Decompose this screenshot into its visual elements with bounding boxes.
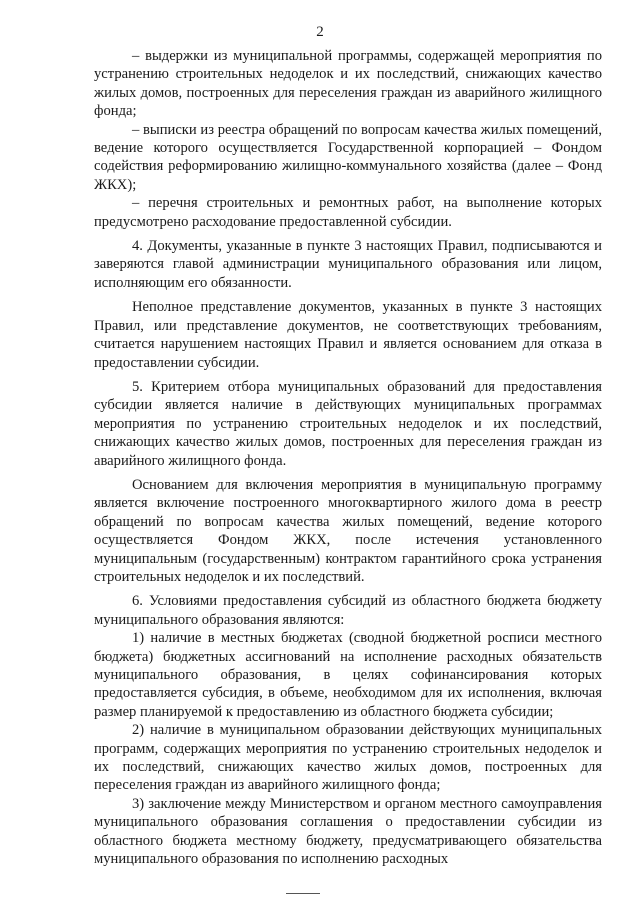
paragraph: 2) наличие в муниципальном образовании действующих муниципальных программ, содержащих мероприятия по устранению строительных недоделок и их последствий, снижающих качество жилых домов, построенных для переселения граждан из аварийного жилищного фонда; (94, 722, 602, 794)
document-body (94, 47, 602, 868)
paragraph: – перечня строительных и ремонтных работ, на выполнение которых предусмотрено расходование предоставленной субсидии. (94, 195, 602, 230)
paragraph: Основанием для включения мероприятия в муниципальную программу является включение построенного многоквартирного жилого дома в реестр обращений по вопросам качества жилых помещений, ведение которого осуществляется Фондом ЖКХ, после истечения установленного муниципальным (государственным) контрактом гарантийного срока устранения строительных недоделок и их последствий. (94, 476, 602, 585)
paragraph: 4. Документы, указанные в пункте 3 настоящих Правил, подписываются и заверяются главой администрации муниципального образования или лицом, исполняющим его обязанности. (94, 238, 602, 291)
paragraph: Неполное представление документов, указанных в пункте 3 настоящих Правил, или представление документов, не соответствующих требованиям, считается нарушением настоящих Правил и является основанием для отказа в предоставлении субсидии. (94, 299, 602, 371)
paragraph: 3) заключение между Министерством и органом местного самоуправления муниципального образования соглашения о предоставлении субсидии из областного бюджета местному бюджету, предусматривающего обязательства муниципального образования по исполнению расходных (94, 795, 602, 868)
paragraph: 1) наличие в местных бюджетах (сводной бюджетной росписи местного бюджета) бюджетных ассигнований на исполнение расходных обязательств муниципального образования, в целях софинансирования которых предоставляется субсидия, в объеме, необходимом для их исполнения, включая размер планируемой к предоставлению из областного бюджета субсидии; (94, 630, 602, 720)
footer-rule (286, 893, 320, 894)
paragraph: 6. Условиями предоставления субсидий из областного бюджета бюджету муниципального образования являются: (94, 593, 602, 628)
page-number: 2 (316, 24, 324, 40)
paragraph: – выписки из реестра обращений по вопросам качества жилых помещений, ведение которого осуществляется Государственной корпорацией – Фондом содействия реформированию жилищно-коммунального хозяйства (далее – Фонд ЖКХ); (94, 121, 602, 193)
paragraph: 5. Критерием отбора муниципальных образований для предоставления субсидии является наличие в действующих муниципальных программах мероприятия по устранению строительных недоделок и их последствий, снижающих качество жилых домов, построенных для переселения граждан из аварийного жилищного фонда. (94, 378, 602, 469)
paragraph: – выдержки из муниципальной программы, содержащей мероприятия по устранению строительных недоделок и их последствий, снижающих качество жилых домов, построенных для переселения граждан из аварийного жилищного фонда; (94, 48, 602, 120)
